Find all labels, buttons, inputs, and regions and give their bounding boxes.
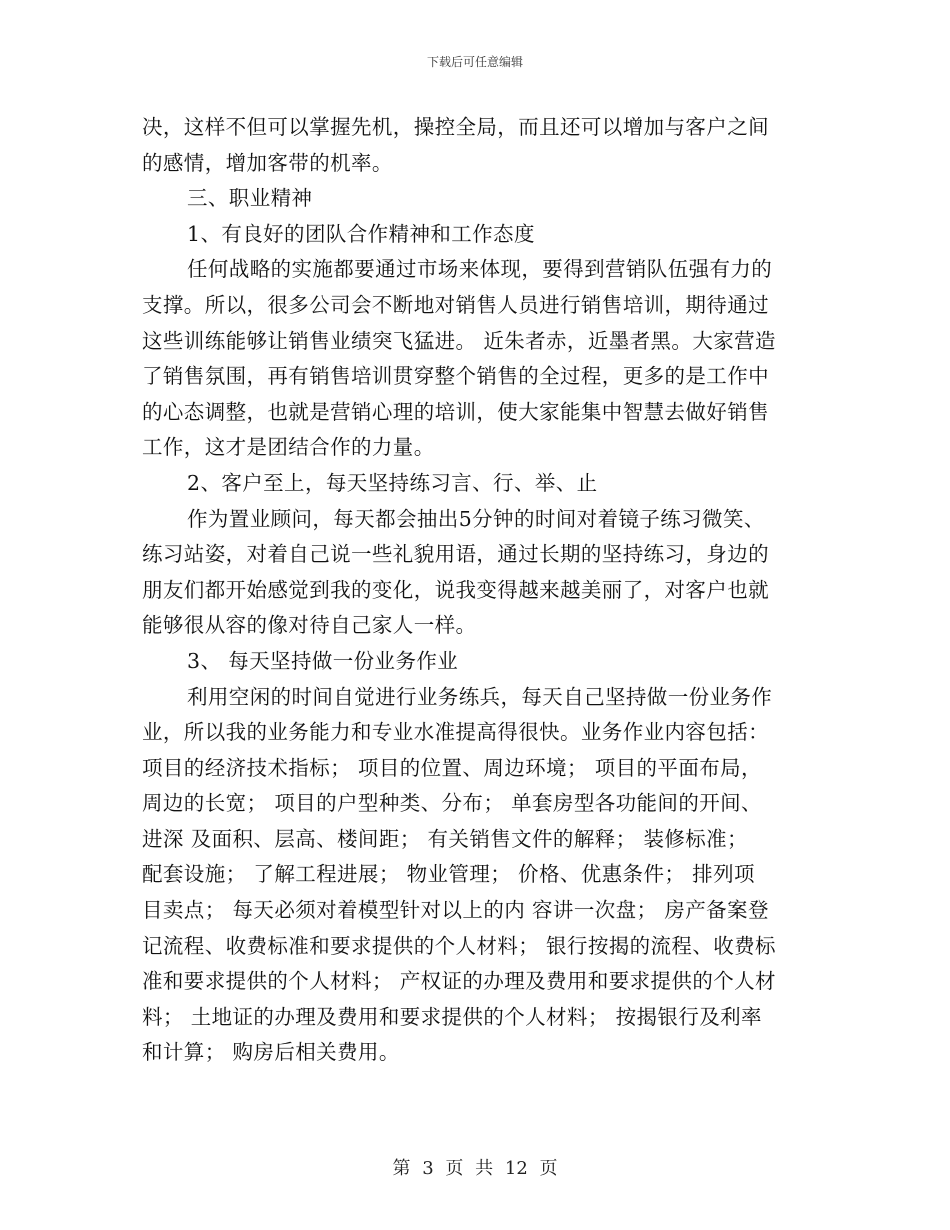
- footer-label-total: 共: [475, 1158, 494, 1179]
- footer-label-prefix: 第: [392, 1158, 411, 1179]
- footer-current-page: 3: [422, 1158, 434, 1179]
- text-line: 目卖点； 每天必须对着模型针对以上的内 容讲一次盘； 房产备案登: [142, 898, 769, 923]
- text-line: 作为置业顾问，每天都会抽出5分钟的时间对着镜子练习微笑、: [187, 506, 765, 531]
- text-line: 料； 土地证的办理及费用和要求提供的个人材料； 按揭银行及利率: [142, 1004, 762, 1029]
- footer-label-page: 页: [445, 1158, 464, 1179]
- footer-label-page-end: 页: [539, 1158, 558, 1179]
- text-line: 记流程、收费标准和要求提供的个人材料； 银行按揭的流程、收费标: [142, 933, 776, 958]
- text-line: 朋友们都开始感觉到我的变化，说我变得越来越美丽了，对客户也就: [142, 577, 769, 602]
- text-line: 利用空闲的时间自觉进行业务练兵，每天自己坚持做一份业务作: [187, 684, 773, 709]
- document-body: [142, 110, 807, 1071]
- footer-total-pages: 12: [504, 1158, 528, 1179]
- text-line: 项目的经济技术指标； 项目的位置、周边环境； 项目的平面布局，: [142, 755, 762, 780]
- text-line: 1、有良好的团队合作精神和工作态度: [187, 221, 535, 246]
- text-line: 能够很从容的像对待自己家人一样。: [142, 613, 477, 638]
- text-line: 工作，这才是团结合作的力量。: [142, 435, 435, 460]
- text-line: 了销售氛围，再有销售培训贯穿整个销售的全过程，更多的是工作中: [142, 364, 769, 389]
- text-line: 的心态调整，也就是营销心理的培训，使大家能集中智慧去做好销售: [142, 399, 769, 424]
- page-header: 下载后可任意编辑: [426, 55, 523, 69]
- text-line: 练习站姿，对着自己说一些礼貌用语，通过长期的坚持练习，身边的: [142, 542, 769, 567]
- text-line: 三、职业精神: [187, 186, 313, 211]
- text-line: 进深 及面积、层高、楼间距； 有关销售文件的解释； 装修标准；: [142, 826, 748, 851]
- text-line: 和计算； 购房后相关费用。: [142, 1040, 400, 1065]
- text-line: 任何战略的实施都要通过市场来体现，要得到营销队伍强有力的: [187, 257, 773, 282]
- text-line: 业，所以我的业务能力和专业水准提高得很快。业务作业内容包括：: [142, 720, 769, 745]
- text-line: 2、客户至上，每天坚持练习言、行、举、止: [187, 470, 598, 495]
- text-line: 准和要求提供的个人材料； 产权证的办理及费用和要求提供的个人材: [142, 969, 776, 994]
- text-line: 这些训练能够让销售业绩突飞猛进。 近朱者赤，近墨者黑。大家营造: [142, 328, 776, 353]
- text-line: 支撑。所以，很多公司会不断地对销售人员进行销售培训，期待通过: [142, 292, 769, 317]
- text-line: 周边的长宽； 项目的户型种类、分布； 单套房型各功能间的开间、: [142, 791, 762, 816]
- text-line: 配套设施； 了解工程进展； 物业管理； 价格、优惠条件； 排列项: [142, 862, 755, 887]
- text-line: 的感情，增加客带的机率。: [142, 150, 393, 175]
- text-line: 决，这样不但可以掌握先机，操控全局，而且还可以增加与客户之间: [142, 115, 769, 139]
- page-footer: [0, 1154, 950, 1180]
- text-line: 3、 每天坚持做一份业务作业: [187, 648, 459, 673]
